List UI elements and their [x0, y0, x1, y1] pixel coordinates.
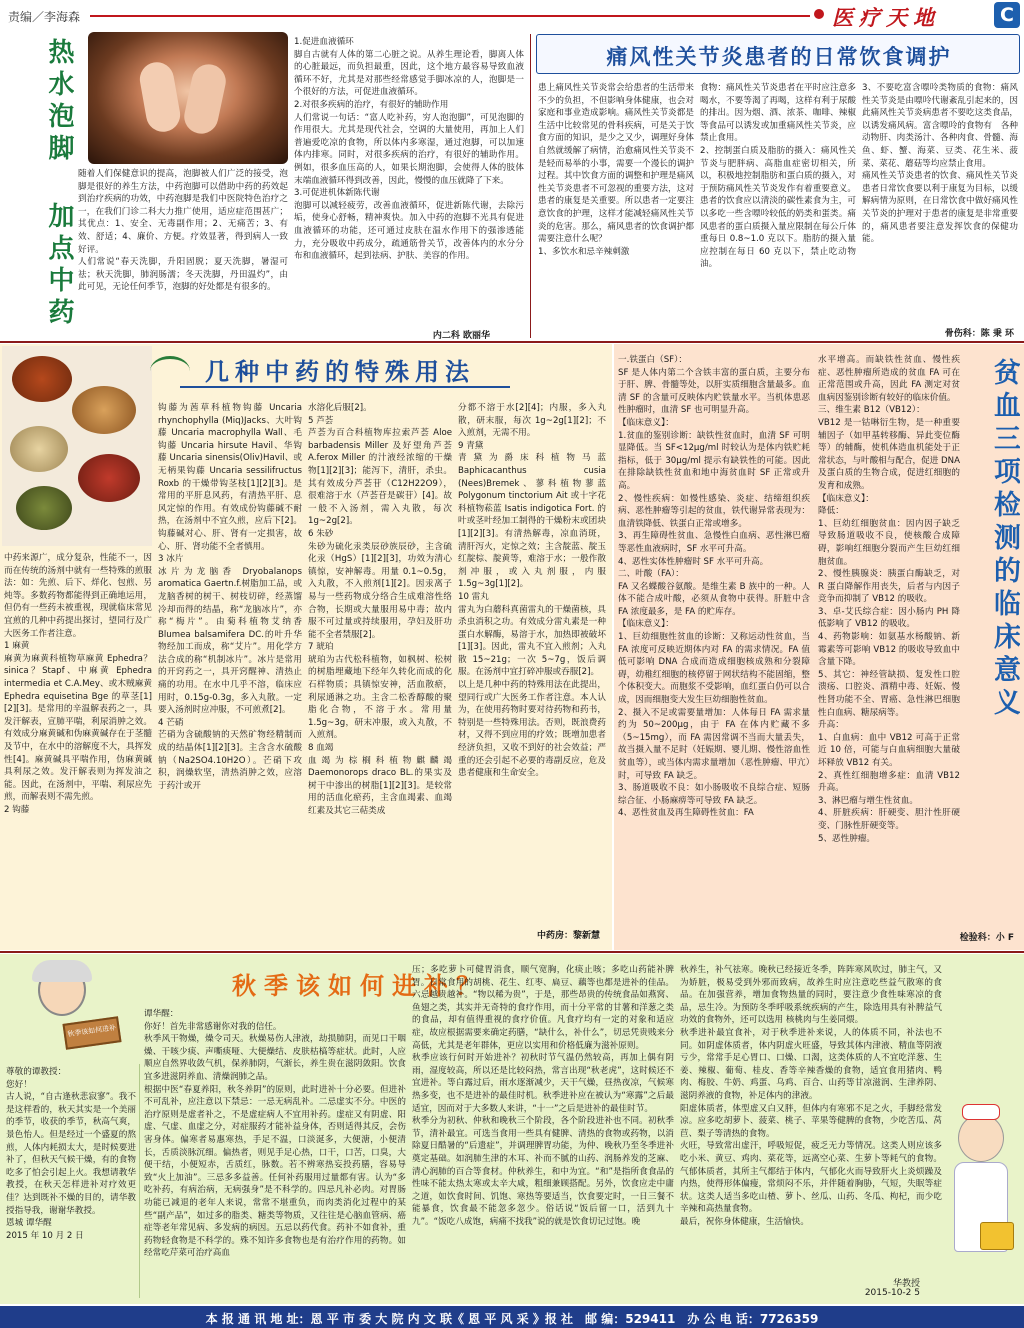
header-dot-icon [814, 9, 824, 19]
autumn-reply2: 压；多吃萝卜可健胃消食，顺气宽胸，化痰止咳；多吃山药能补脾胃。日常食用的胡桃、花生、红枣、扁豆、藕等也都是进补的佳品。六忌越贵越补。“物以稀为贵”，于是，那些昂贵的传统食品如燕窝、鱼翅之类，其实并无奇特的食疗作用，而十分平常的甘薯和洋葱之类的食品，却有值得重视的食疗价值。凡食疗均有一定的对象和适应症，故应根据需要来确定药膳，“缺什么，补什么”，切忌凭贵贱来分高低，尤其是老年群体，更应以实用和价格低廉为滋补原则。 秋季应该行何时开始进补？初秋时节气温仍然较高，再加上偶有阴雨，湿度较高，所以还是比较闷热，常言出现“秋老虎”，这时候还不宜进补。等白露过后，雨水逐渐减少，天干气燥，昼热夜凉，气候寒热多变，也不是进补的最佳时机。秋季进补应在被认为“寒露”之后最适宜，因而对于大多数人来讲，“十一”之后是进补的最佳时节。 秋季分为初秋、仲秋和晚秋三个阶段，各个阶段进补也不同。初秋季节，清补最宜。可选当食用一些具有健脾、清热的食物或药物，以消除夏日酷暑的“后遗症”，并调理脾胃功能，为仲、晚秋乃至冬季进补奠定基础。如润肺生津的木耳、补而不腻的山药、润肠养发的芝麻、清心润肺的百合等食材。仲秋养生，和中为宜。“和”是指所食食品的性味不能太热太寒或太辛大咸，粗细兼顾搭配。另外，饮食应走中庸之道，如饮食时间、饥饱、寒热等要适当，饮食要定时，一日三餐不能暴食，饮食最不能忽多忽少。俗话说“饭后留一口，活到九十九”。“饭吃八成饱，病痛不找我”说的就是饮食切记过饱。晚 [412, 965, 674, 1227]
autumn-article [0, 954, 1024, 1304]
herb-bowl-4 [78, 454, 140, 502]
anemia-col2: 水平增高。而缺铁性贫血、慢性疾症、恶性肿瘤所造成的贫血 FA 可在正常范围或升高，因此 FA 测定对贫血病因鉴别诊断有较好的临床价值。 三、维生素 B12（VB12）： VB12 是一钴啉衍生物，是一种重要辅因子（如甲基转移酶、异此变位酶等）的辅酶，使机体造血机能处于正常状态，与叶酸相与配合，促进 DNA 及蛋白质的生物合成，促进红细胞的发育和成熟。 【临床意义】： 降低： 1、巨幼红细胞贫血：因内因子缺乏导致肠道吸收不良，使核酸合成障碍，影响红细胞分裂而产生巨幼红细胞贫血。 2、慢性胰腺炎：胰蛋白酶缺乏，对 R 蛋白降解作用丧失，后者与内因子竞争而抑制了 VB12 的吸收。 3、卓-艾氏综合症：因小肠内 PH 降低影响了 VB12 的吸收。 4、药物影响：如氨基水杨酸钠、新霉素等可影响 VB12 的吸收导致血中含量下降。 5、其它：神经管缺损、复发性口腔溃疡、口腔炎、酒精中毒、妊娠、慢性肾功能不全、胃癌、急性淋巴细胞性白血病、糖尿病等。 升高： 1、白血病：血中 VB12 可高于正常近 10 倍，可能与白血病细胞大量破坏释放 VB12 有关。 2、真性红细胞增多症：血清 VB12 升高。 3、淋巴瘤与增生性贫血。 4、肝脏疾病：肝硬变、胆汁性肝硬变、门脉性肝硬变等。 5、恶性肿瘤。 [818, 355, 960, 844]
footbath-article [0, 30, 528, 340]
autumn-date: 2015-10-2 5 [864, 1288, 920, 1298]
foot-shape-right [181, 61, 229, 137]
nurse-cartoon [944, 1104, 1020, 1284]
footer-text: 本 报 通 讯 地 址：恩 平 市 委 大 院 内 文 联《 恩 平 风 采 》报 社 邮 编：529411 办 公 电 话：7726359 [205, 1312, 819, 1326]
section-letter: C [994, 2, 1020, 28]
herbs-article [0, 344, 612, 950]
gout-byline: 骨伤科：陈 秉 环 [944, 329, 1014, 339]
section-title: 医疗天地 [832, 6, 940, 30]
gout-title: 痛风性关节炎患者的日常饮食调护 [606, 45, 952, 69]
anemia-col1: 一.铁蛋白（SF）： SF 是人体内第二个含铁丰富的蛋白质，主要分布于肝、脾、骨髓等处，以肝实质细胞含量最多。血清 SF 的含量可反映体内贮铁量水平。当机体患恶性肿瘤时，血清 SF 也可明显升高。 【临床意义】： 1.贫血的鉴别诊断：缺铁性贫血时，血清 SF 可明显降低。当 SF<12μg/ml 时较认为是体内铁贮耗指标，低于 30μg/ml 提示有缺铁性的可能。因此在排除缺铁性贫血和地中海贫血时 SF 正常或升高。 2、慢性疾病：如慢性感染、炎症、结缔组织疾病、恶性肿瘤等引起的贫血，铁代谢异常表现为：血清铁降低、铁蛋白正常或增多。 3、再生障碍性贫血、急慢性白血病、恶性淋巴瘤等恶性血液病时，SF 水平可升高。 4、恶性实体性肿瘤时 SF 水平可升高。 二、叶酸（FA）： FA 又名蝶酸谷氨酸。是维生素 B 族中的一种。人体不能合成叶酸，必须从食物中获得。肝脏中含 FA 浓度最多，是 FA 的贮库存。 【临床意义】： 1、巨幼细胞性贫血的诊断：又称运动性贫血，当 FA 浓度可反映近期体内对 FA 的需求情况。FA 值低可影响 DNA 合成而造成细胞核成熟和分裂障碍，幼稚红细胞的核停留于网状结构不能固缩，整个体积变大。而胞浆不受影响，血红蛋白仍可以合成，因而细胞变大发生巨幼细胞性贫血。 2、摄入不足或需要量增加：人体每日 FA 需求量约为 50~200μg，由于 FA 在体内贮藏不多（5~15mg），而 FA 需因常调不当而大量丢失，故当摄入量不足时（妊娠期、婴儿期、慢性溶血性贫血等），或当体内需求量增加（恶性肿瘤、甲亢）时，可导致 FA 缺乏。 3、肠道吸收不良：如小肠吸收不良综合症、短肠综合征、小肠麻痹等可导致 FA 缺乏。 4、恶性贫血及再生障碍性贫血：FA [618, 355, 810, 819]
herb-bowl-2 [72, 386, 136, 434]
header-bar [0, 0, 1024, 30]
medical-kit-icon [980, 1222, 1014, 1250]
footbath-col1: 随着人们保健意识的提高，泡脚被人们广泛的接受，泡脚是很好的养生方法，中药泡脚可以借助中药的药效起到治疗疾病的功效，中药泡脚是我们中医院特色治疗之一，在我们门诊二科大力推广使用，适应症范围甚广；其优点：1、安全、无毒副作用；2、无痛苦；3、有效、舒适；4、廉价、方便。疗效显著，得到病人一致好评。 人们常说“春天洗脚，升阳固脱；夏天洗脚，暑湿可祛；秋天洗脚，肺润肠濡；冬天洗脚，丹田温灼”，由此可见，无论任何季节，泡脚的好处都是有很多的。 [78, 169, 288, 293]
footbath-col2: 1.促进血液循环 脚自古就有人体的第二心脏之说。从养生理论看，脚离人体的心脏最远，而负担最重，因此，这个地方最容易导致血液循环不好，尤其是对那些经常感觉手脚冰凉的人，泡脚是一个很好的方法，可促进血液循环。 2.对很多疾病的治疗，有很好的辅助作用 人们常说一句话：“富人吃补药，穷人泡泡脚”，可见泡脚的作用很大。尤其是现代社会，空调的大量使用，再加上人们普遍爱吃凉的食物，所以体内多寒湿，通过泡脚，可以加速体内排寒。同时，对很多疾病的治疗，有很好的辅助作用。例如，很多血压高的人，如果长期泡脚，会使得人体的肢体末端血液循环得到改善，因此，慢慢的血压就降了下来。 3.可促进机体新陈代谢 泡脚可以减轻疲劳，改善血液循环，促进新陈代谢，去除污垢，使身心舒畅，精神爽快。加入中药的泡脚不光具有促进血液循环的功能，还可通过皮肤在温水作用下的强渗透能力，充分吸收中药成分，疏通筋骨关节，改善体内的水分分布和血液循环，起到祛病、护肤、美容的作用。 [294, 37, 524, 262]
footbath-title: 热水泡脚 加点中药 [44, 38, 74, 330]
doctor-hair-icon [32, 960, 92, 982]
editor-label: 责编／李海森 [8, 10, 81, 24]
doctor-sign-text: 秋季该如何进补 [66, 1023, 117, 1039]
herbs-title-underline [180, 386, 510, 388]
anemia-title: 贫血三项检测的临床意义 [989, 358, 1020, 721]
herbs-col2: 钩藤为茜草科植物钩藤 Uncaria rhynchophylla (Miq)Jacks、大叶钩藤 Uncaria macrophylla Wall、毛钩藤 Uncaria hirsute Havil、华钩藤 Uncaria sinensis(Oliv)Havil、或无柄果钩藤 Uncaria sessilifructus Roxb 的干燥带钩茎枝[1][2][3]。是常用的平肝息风药，有清热平肝、息风定惊的作用。有效成份钩藤碱不耐热，在汤剂中不宜久煎，应后下[2]。钩藤碱对心、肝、肾有一定损害，故心、肝、肾功能不全者慎用。 3 冰片 冰片为龙脑香 Dryobalanops aromatica Gaertn.f.树脂加工品，或龙脑香树的树干、树枝切碎，经蒸馏冷却而得的结晶，称“龙脑冰片”，亦称“梅片”。由菊科植物艾纳香 Blumea balsamifera DC.的叶升华物经加工而成，称“艾片”。用化学方法合成的称“机制冰片”。冰片是常用的开窍药之一，具开窍醒神、清热止痛的功用。在水中几乎不溶，临床应用时，0.15g-0.3g，多入丸散。一定要入汤剂时应冲服，不可煎煮[2]。 4 芒硝 芒硝为含硫酸钠的天然矿物经精制而成的结晶体[1][2][3]。主含含水硫酸钠（Na2SO4.10H2O）。芒硝下攻积，润燥软坚，清热消肿之效，应溶于药汁或开 [158, 403, 302, 791]
herbs-title: 几种中药的特殊用法 [205, 358, 475, 386]
footer-bar [0, 1306, 1024, 1328]
gout-col3: 3、不要吃富含嘌呤类物质的食物：痛风性关节炎是由嘌呤代谢紊乱引起来的，因此痛风性关节炎病患者不要吃这类食品，以诱发痛风病。富含嘌呤的食物有 各种动物肝、肉类汤汁、各种肉食、骨髓、海鱼、虾、蟹、海菜、豆类、花生米、菠菜、菜花、蘑菇等均应禁止食用。 痛风性关节炎患者的饮食、痛风性关节炎患者日常饮食要以利于康复为目标，以缓解病情为原则，在日常饮食中做好痛风性关节炎的护理对于患者的康复是非常重要的，痛风患者要注意发挥饮食的保健功能。 [862, 83, 1018, 245]
nurse-cap-icon [962, 1104, 1000, 1120]
autumn-signature: 华教授 [892, 1279, 920, 1289]
doctor-cartoon [8, 960, 128, 1060]
herb-bowl-1 [12, 356, 72, 402]
gout-col2: 食物：痛风性关节炎患者在平时应注意多喝水，不要等渴了再喝，这样有利于尿酸的排出。因为烟、酒、浓茶、咖啡、辣椒等食品可以诱发或加重痛风性关节炎，应禁止食用。 2、控制蛋白质及脂肪的摄入：痛风性关节炎与肥胖病、高脂血症密切相关，所以，积极地控制脂肪和蛋白质的摄入，对于预防痛风性关节炎发作有着重要意义。患者的饮食应以清淡的碳性素食为主，可以多吃一些含嘌呤较低的奶类和蛋类。痛风患者的蛋白质摄入量应限制在每公斤体重每日 0.8~1.0 克以下。脂肪的摄入量应控制在每日 60 克以下，禁止吃动物油。 [700, 83, 856, 270]
autumn-reply1: 谭华醒： 你好！首先非常感谢你对我的信任。 秋季风干物燥，燥令司天。秋燥易伤人津液，劫损肺阴，而见口干咽燥、干咳少痰、声嘶痰哑、大便燥结、皮肤枯槁等症状。此时，人应顺应自然界收敛气机，保养肺阴，气渐长，养生贵在滋阴敛阳。饮食宜多进滋阴养血、清燥润肺之品。 根据中医“春夏养阳，秋冬养阴”的原则，此时进补十分必要。但进补不可乱补，应注意以下禁忌：一忌无病乱补。二忌虚实不分。中医的治疗原则是虚者补之，不是虚症病人不宜用补药。虚症又有阴虚、阳虚、气虚、血虚之分，对症服药才能补益身体，否则适得其反，会伤害身体。偏寒者易惠寒热，手足不温，口淡涎多，大便溏，小便清长，舌质淡脉沉细。偏热者，则见手足心热，口干，口苦，口臭，大便干结，小便短赤，舌质红，脉数。若不辨寒热妄投药膳，容易导致“火上加油”。三忌多多益善。任何补药服用过量都有害。认为“多吃补药，有病治病，无病强身”是不科学的。四忌凡补必肉。对胃肠功能已减退的老年人来说，常常不堪重负，而肉类消化过程中的某些“副产品”，如过多的脂类、糖类等物质，又往往是心脑血管病、癌症等老年常见病、多发病的病因。五忌以药代食。药补不如食补，重药物轻食物是不科学的。殊不知许多食物也是有治疗作用的药物。如经常吃芹菜可治疗高血 [144, 1009, 406, 1259]
footbath-photo [88, 32, 288, 164]
herbs-photo [2, 346, 152, 546]
foot-shape-left [137, 60, 183, 135]
herbs-byline: 中药房：黎新慧 [536, 931, 600, 941]
autumn-reply3: 秋养生，补气祛寒。晚秋已经接近冬季，阵阵寒风吹过，肺主气，又为娇脏，极易受到外邪而致病，故养生时应注意吃些益气散寒的食品。在加强营养，增加食物热量的同时，要注意少食性味寒凉的食品，忌生冷。为预防冬季呼吸系统疾病的产生，除选用具有补脾益气功效的食物外，还可以选用 核桃肉与生姜同煨。 秋季进补最宜食补，对于秋季进补来说，人的体质不同，补法也不同。如阴虚体质者，体内阴虚火旺盛，导致其体内津液、精血等阴液亏少，常常手足心胃口、口燥、口渴，这类体质的人不宜吃洋葱、生姜、辣椒、葡萄、桂皮、香等辛辣香燥的食物，适宜食用猪肉、鸭肉、梅胶、牛奶、鸡蛋、乌鸡、百合、山药等甘凉滋润、生津养阴、滋阴养液的食物，补足体内的津液。 阳虚体质者，体型虚又白又胖，但体内有寒邪不足之火，手脚经常发凉。应多吃胡萝卜、菠菜、桃子、苹果等健脾的食物，少吃苦瓜、莴苣、梨子等清热的食物。 火旺，导致常出虚汗，呼吸短促，疲乏无力等情况。这类人则应该多吃小米、黄豆、鸡肉、菜花等，远离空心菜、生萝卜等耗气的食物。气郁体质者，其所主气都结于体内，气郁化火而导致肝火上炎烦躁及内热，使得形体偏瘦，常烦闷不乐，并伴随着胸胁，气短，失眠等症状。这类人适当多吃山楂、萝卜、丝瓜、山药、冬瓜、枸杞，而少吃辛辣和高热量食物。 最后，祝你身体健康，生活愉快。 [680, 965, 942, 1227]
divider-vertical-top [530, 34, 531, 338]
autumn-title: 秋季该如何进补？ [232, 972, 488, 1000]
header-line [90, 15, 810, 17]
divider-horizontal-1 [0, 341, 1024, 343]
herbs-col4: 分都不溶于水[2][4]；内服，多入丸散，研末服，每次 1g~2g[1][2]；不入煎剂，无需不用。 9 青黛 青黛为爵床科植物马蓝 Baphicacanthus cusia (Nees)Bremek、蓼科植物蓼蓝 Polygonum tinctorium Ait 或十字花科植物菘蓝 Isatis indigotica Fort. 的叶或茎叶经加工制得的干燥粉末或团块[1][2][3]。有清热解毒，凉血消斑，清肝泻火，定惊之效；主含靛蓝、靛玉红靛棕、靛黄等，难溶于水；一般作散剂冲服，或入丸剂服，内服 1.5g~3g[1][2]。 10 雷丸 雷丸为白蘑科真菌雷丸的干燥菌核，具杀虫消积之功。有效成分雷丸素是一种蛋白水解酶，易溶于水，加热即被破坏[1][3]。因此，雷丸不宜入煎剂；入丸散 15~21g；一次 5~7g，饭后调服。在汤剂中宜打碎冲服或吞服[2]。 以上是几种中药的特殊用法在此提出，望同行或广大医务工作者注意。本人认为，在使用药物时要对待药物和药书，特别是一些特殊用法。否则，既浪费药材，又得不到应用的疗效；既增加患者经济负担，又收不到好的社会效益；严重的还会引起不必要的毒副反应，危及患者健康和生命安全。 [458, 403, 606, 779]
herbs-col1: 中药来源广，成分复杂，性能不一，因而在传统的汤剂中就有一些特殊的煎服法：如：先煎、后下、烊化、包煎、另炖等。多数药物都能得到正确地运用，但仍有一些药未被重视，现就临床常见宜煎的几种中药提出探讨，望同行及广大医务工作者注意。 1 麻黄 麻黄为麻黄科植物草麻黄 Ephedra？sinica？Stapf、中麻黄 Ephedra intermedia et C.A.Mey、或木贼麻黄 Ephedra equisetina Bge 的草茎[1][2][3]。是常用的辛温解表药之一，具发汗解表，宣肺平喘，利尿消肿之效。有效成分麻黄碱和伪麻黄碱存在于茎髓及节中，在水中的溶解度不大，具挥发性[4]。麻黄碱具平喘作用，伪麻黄碱具利尿之效。发汗解表则为挥发油之能。因此，在汤剂中，平喘、利尿应先煎，而解表则不需先煎。 2 钩藤 [4, 553, 152, 815]
gout-title-box [536, 34, 1020, 74]
divider-horizontal-2 [0, 951, 1024, 953]
herbs-col3: 水溶化后服[2]。 5 芦荟 芦荟为百合科植物库拉索芦荟 Aloe barbadensis Miller 及好望角芦荟 A.ferox Miller 的汁液经浓缩的干燥物[1][2][3]；能泻下，清肝，杀虫。其有效成分芦荟苷（C12H22O9），很难溶于水（芦荟苷是碳苷）[4]。故一般不入汤剂，需入丸散，每次 1g~2g[2]。 6 朱砂 朱砂为硫化汞类辰砂族辰砂，主含硫化汞（HgS）[1][2][3]，功效为清心镇惊，安神解毒。用量 0.1~0.5g，入丸散，不入煎剂[1][2]。因汞离子易与一些药物成分络合生成难溶性络合物，长期或大量服用易中毒；故内服不可过量或持续服用，孕妇及肝功能不全者禁服[2]。 7 琥珀 琥珀为古代松科植物，如枫树、松树的树脂埋藏地下经年久转化而成的化石样物质；具镇惊安神，活血散瘀，利尿通淋之功。主含二松香醇酸的聚脂化合物，不溶于水。常用量 1.5g~3g，研末冲服，或入丸散，不入煎剂。 8 血竭 血竭为棕榈科植物麒麟竭 Daemonorops draco BL.的果实及树干中渗出的树脂[1][2][3]。是较常用的活血化瘀药，主含血竭素、血竭红素及其它三萜类成 [308, 403, 452, 816]
autumn-letter: 尊敬的谭教授： 您好！ 古人说，“自古逢秋悲寂寥”。我不是这样看的，秋天其实是一个美丽的季节，收获的季节，秋高气爽，景色怡人。但是经过一个盛夏的熬煎，人体内耗损太大，是时候要进补了，但秋天气候干燥，有的食物吃多了怕会引起上火。我想请教华教授，在秋天怎样进补对疗效更佳？达到既补不燥的目的，请华教授指导我，谢谢华教授。 恩城 谭华醒 2015 年 10 月 2 日 [6, 1067, 136, 1241]
nurse-head-icon [958, 1114, 1004, 1162]
gout-col1: 患上痛风性关节炎常会给患者的生活带来不少的负担，不但影响身体健康，也会对家庭和事业造成影响。痛风性关节炎都是生活中比较常见的骨科疾病，可是关于饮食方面的知识，是少之又少，调理好身体自然就缓解了病情，治愈痛风性关节炎不是轻而易举的小事，需要一个漫长的调护过程。其中饮食方面的调整和护理是痛风性关节炎患者不可忽视的重要方法，这对患者的康复是关重要。所以患者一定要注意饮食的护理，这样才能减轻痛风性关节炎的危害。那么，痛风患者的饮食调护都需要注意什么呢？ 1、多饮水和忌辛辣刺激 [538, 83, 694, 257]
anemia-article [614, 344, 1024, 950]
footbath-byline: 内二科 欧丽华 [432, 331, 490, 341]
herb-bowl-3 [10, 426, 68, 472]
gout-article [534, 30, 1024, 340]
anemia-byline: 检验科：小 F [959, 933, 1014, 943]
autumn-divider [139, 1064, 140, 1298]
herb-bowl-5 [16, 486, 72, 530]
